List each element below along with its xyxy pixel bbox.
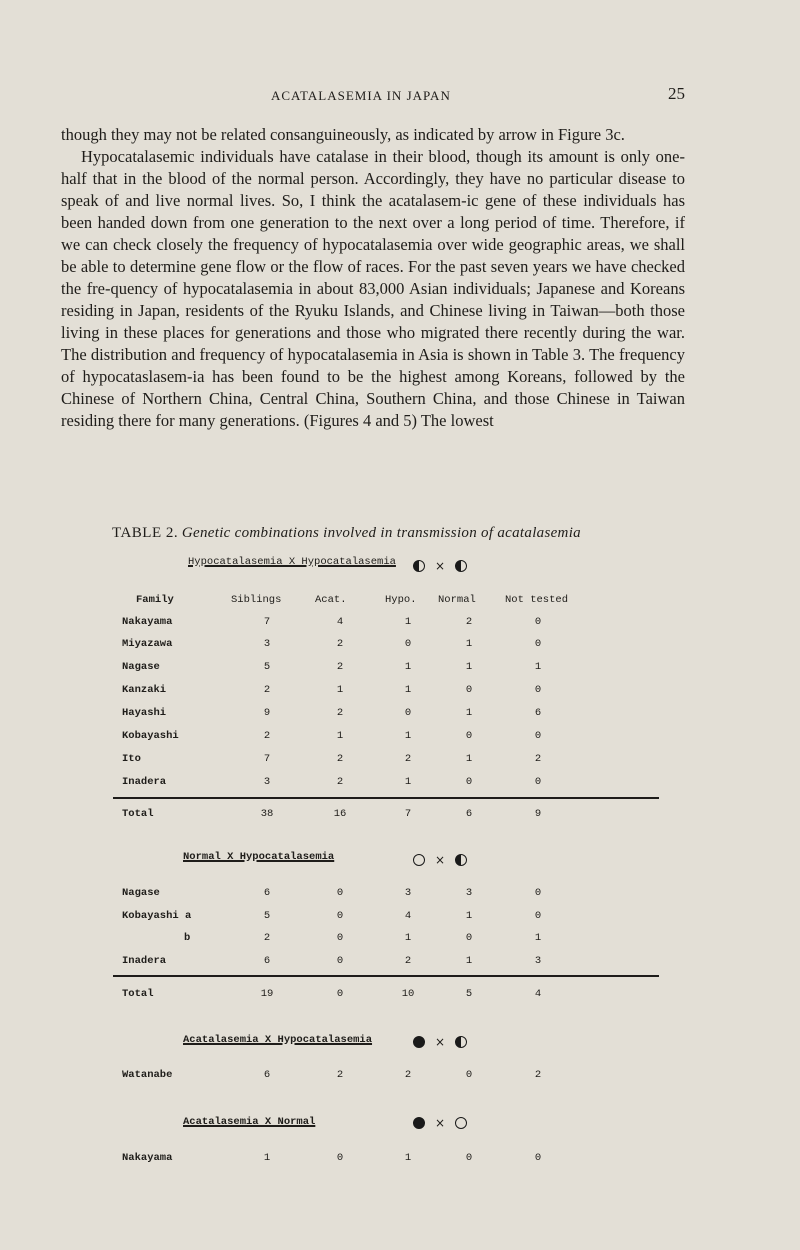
- cross-symbols: [413, 853, 467, 867]
- table-row: [0, 955, 800, 969]
- not-tested-value: 2: [534, 1069, 542, 1081]
- table-total-row: [0, 808, 800, 822]
- table-row: [0, 638, 800, 652]
- normal-value: 1: [465, 910, 473, 922]
- hypo-total: 10: [401, 988, 415, 1000]
- table-caption: [112, 525, 712, 542]
- cross-title: Acatalasemia X Normal: [183, 1116, 316, 1128]
- siblings-value: 9: [263, 707, 271, 719]
- family-name: Ito: [122, 753, 141, 765]
- hypo-value: 0: [404, 707, 412, 719]
- hypo-value: 2: [404, 1069, 412, 1081]
- hypo-value: 2: [404, 753, 412, 765]
- acat-value: 0: [336, 1152, 344, 1164]
- filled-circle-icon: [413, 1117, 425, 1129]
- siblings-value: 7: [263, 616, 271, 628]
- siblings-total: 38: [260, 808, 274, 820]
- column-header: Siblings: [231, 594, 282, 606]
- cross-symbols: [413, 1116, 467, 1130]
- column-header: Family: [136, 594, 174, 606]
- table-row: [0, 707, 800, 721]
- table-row: [0, 1069, 800, 1083]
- column-header: Not tested: [505, 594, 569, 606]
- cross-title: Hypocatalasemia X Hypocatalasemia: [188, 556, 396, 568]
- hypo-value: 3: [404, 887, 412, 899]
- acat-value: 1: [336, 684, 344, 696]
- hypo-value: 1: [404, 616, 412, 628]
- table-header-row: [0, 594, 800, 608]
- table-row: [0, 1152, 800, 1166]
- acat-value: 0: [336, 887, 344, 899]
- family-name: Nagase: [122, 887, 160, 899]
- half-filled-circle-icon: [455, 854, 467, 866]
- normal-value: 1: [465, 638, 473, 650]
- not-tested-total: 4: [534, 988, 542, 1000]
- not-tested-value: 1: [534, 661, 542, 673]
- column-header: Normal: [438, 594, 476, 606]
- total-divider: [113, 797, 659, 799]
- normal-value: 1: [465, 707, 473, 719]
- hypo-value: 0: [404, 638, 412, 650]
- acat-value: 2: [336, 776, 344, 788]
- family-name: Miyazawa: [122, 638, 173, 650]
- not-tested-value: 0: [534, 684, 542, 696]
- siblings-value: 2: [263, 684, 271, 696]
- not-tested-value: 0: [534, 887, 542, 899]
- times-sign: ×: [435, 1035, 446, 1049]
- acat-value: 4: [336, 616, 344, 628]
- total-label: Total: [122, 808, 154, 820]
- times-sign: ×: [435, 853, 446, 867]
- table-description: Genetic combinations involved in transmission of acatalasemia: [181, 525, 581, 541]
- acat-value: 0: [336, 910, 344, 922]
- normal-value: 0: [465, 1152, 473, 1164]
- column-header: Hypo.: [385, 594, 417, 606]
- half-filled-circle-icon: [455, 560, 467, 572]
- not-tested-value: 0: [534, 730, 542, 742]
- normal-value: 0: [465, 730, 473, 742]
- running-title: ACATALASEMIA IN JAPAN: [271, 88, 451, 103]
- normal-value: 0: [465, 932, 473, 944]
- siblings-value: 1: [263, 1152, 271, 1164]
- total-label: Total: [122, 988, 154, 1000]
- times-sign: ×: [435, 559, 446, 573]
- family-subgroup: b: [184, 932, 191, 944]
- siblings-value: 6: [263, 887, 271, 899]
- family-name: Kobayashi a: [122, 910, 192, 922]
- acat-total: 0: [336, 988, 344, 1000]
- siblings-value: 5: [263, 910, 271, 922]
- hypo-value: 1: [404, 1152, 412, 1164]
- normal-value: 1: [465, 753, 473, 765]
- hypo-value: 2: [404, 955, 412, 967]
- open-circle-icon: [455, 1117, 467, 1129]
- hypo-value: 1: [404, 661, 412, 673]
- siblings-value: 6: [263, 1069, 271, 1081]
- table-row: [0, 932, 800, 946]
- normal-value: 0: [465, 776, 473, 788]
- table-row: [0, 684, 800, 698]
- body-text: [61, 124, 685, 432]
- filled-circle-icon: [413, 1036, 425, 1048]
- family-name: Watanabe: [122, 1069, 173, 1081]
- table-row: [0, 753, 800, 767]
- family-name: Kobayashi: [122, 730, 179, 742]
- paragraph: Hypocatalasemic individuals have catalase in their blood, though its amount is only one-half that in the blood of the normal person. Accordingly, they have no particular disease to speak of and live normal lives. So, I think the acatalasem-ic gene of these individuals has been handed down from one generation to the next over a long period of time. Therefore, if we can check closely the frequency of hypocatalasemia over wide geographic areas, we shall be able to determine gene flow or the flow of races. For the past seven years we have checked the fre-quency of hypocatalasemia in about 83,000 Asian individuals; Japanese and Koreans residing in Japan, residents of the Ryuku Islands, and Chinese living in Taiwan—both those living in these places for generations and those who migrated there recently during the war. The distribution and frequency of hypocatalasemia in Asia is shown in Table 3. The frequency of hypocataslasem-ia has been found to be the highest among Koreans, followed by the Chinese of Northern China, Central China, Southern China, and those Chinese in Taiwan residing there for many generations. (Figures 4 and 5) The lowest: [61, 147, 685, 430]
- not-tested-value: 0: [534, 1152, 542, 1164]
- not-tested-value: 2: [534, 753, 542, 765]
- normal-value: 0: [465, 684, 473, 696]
- not-tested-value: 1: [534, 932, 542, 944]
- table-row: [0, 910, 800, 924]
- family-name: Inadera: [122, 955, 167, 967]
- acat-value: 0: [336, 955, 344, 967]
- family-name: Nakayama: [122, 616, 173, 628]
- table-total-row: [0, 988, 800, 1002]
- normal-value: 2: [465, 616, 473, 628]
- times-sign: ×: [435, 1116, 446, 1130]
- paragraph: though they may not be related consanguineously, as indicated by arrow in Figure 3c.: [61, 125, 625, 144]
- cross-symbols: [413, 1035, 467, 1049]
- not-tested-value: 0: [534, 638, 542, 650]
- total-divider: [113, 975, 659, 977]
- family-name: Inadera: [122, 776, 167, 788]
- hypo-value: 1: [404, 730, 412, 742]
- acat-value: 1: [336, 730, 344, 742]
- normal-value: 0: [465, 1069, 473, 1081]
- acat-total: 16: [333, 808, 347, 820]
- siblings-value: 6: [263, 955, 271, 967]
- not-tested-value: 6: [534, 707, 542, 719]
- siblings-value: 2: [263, 730, 271, 742]
- hypo-value: 1: [404, 776, 412, 788]
- table-row: [0, 887, 800, 901]
- normal-value: 1: [465, 955, 473, 967]
- normal-value: 3: [465, 887, 473, 899]
- half-filled-circle-icon: [455, 1036, 467, 1048]
- column-header: Acat.: [315, 594, 347, 606]
- open-circle-icon: [413, 854, 425, 866]
- acat-value: 2: [336, 753, 344, 765]
- hypo-total: 7: [404, 808, 412, 820]
- table-row: [0, 776, 800, 790]
- normal-total: 5: [465, 988, 473, 1000]
- section-heading: [183, 851, 334, 863]
- hypo-value: 1: [404, 684, 412, 696]
- siblings-value: 5: [263, 661, 271, 673]
- not-tested-total: 9: [534, 808, 542, 820]
- hypo-value: 1: [404, 932, 412, 944]
- family-name: Hayashi: [122, 707, 167, 719]
- table-label: TABLE 2.: [112, 525, 179, 541]
- not-tested-value: 0: [534, 910, 542, 922]
- table-row: [0, 730, 800, 744]
- acat-value: 2: [336, 638, 344, 650]
- not-tested-value: 0: [534, 776, 542, 788]
- section-heading: [183, 1116, 315, 1128]
- acat-value: 0: [336, 932, 344, 944]
- acat-value: 2: [336, 1069, 344, 1081]
- acat-value: 2: [336, 661, 344, 673]
- acat-value: 2: [336, 707, 344, 719]
- siblings-value: 7: [263, 753, 271, 765]
- half-filled-circle-icon: [413, 560, 425, 572]
- hypo-value: 4: [404, 910, 412, 922]
- not-tested-value: 3: [534, 955, 542, 967]
- siblings-value: 3: [263, 776, 271, 788]
- family-name: Nakayama: [122, 1152, 173, 1164]
- siblings-total: 19: [260, 988, 274, 1000]
- normal-total: 6: [465, 808, 473, 820]
- siblings-value: 2: [263, 932, 271, 944]
- page-number: 25: [668, 84, 685, 103]
- normal-value: 1: [465, 661, 473, 673]
- family-name: Kanzaki: [122, 684, 167, 696]
- table-row: [0, 616, 800, 630]
- section-heading: [183, 1034, 372, 1046]
- cross-title: Normal X Hypocatalasemia: [183, 851, 335, 863]
- cross-symbols: [413, 559, 467, 573]
- not-tested-value: 0: [534, 616, 542, 628]
- cross-title: Acatalasemia X Hypocatalasemia: [183, 1034, 373, 1046]
- section-heading: [188, 556, 396, 568]
- table-row: [0, 661, 800, 675]
- siblings-value: 3: [263, 638, 271, 650]
- family-name: Nagase: [122, 661, 160, 673]
